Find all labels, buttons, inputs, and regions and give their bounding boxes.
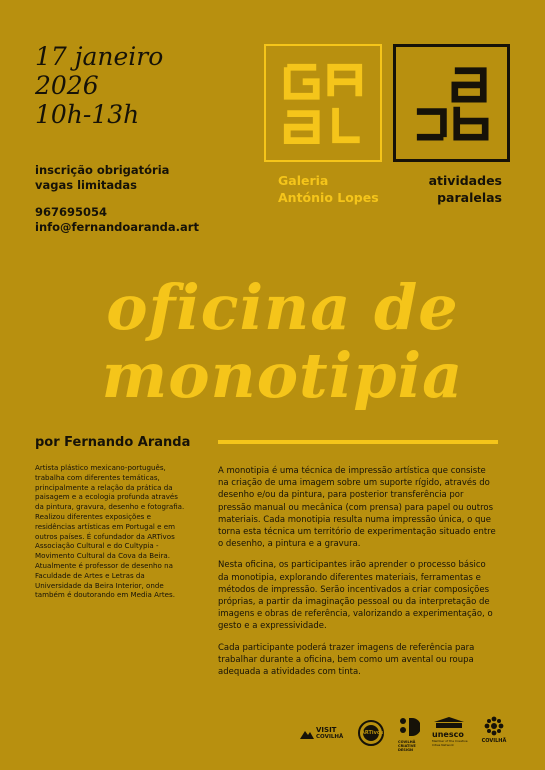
description-paragraph-2: Nesta oficina, os participantes irão aprender o processo básico da monotipia, explorando diferentes materiais, ferramentas e métodos de impressão. Serão incentivados a criar composições próprias, a partir da imaginação pessoal ou da interpretação de imagens e obras de referência, valorizando a experimentação, o gesto e a expressividade. — [218, 560, 493, 632]
description-paragraph-3: Cada participante poderá trazer imagens de referência para trabalhar durante a oficina, bem como um avental ou roupa adequada a atividades com tinta. — [218, 642, 475, 678]
unesco-label: unesco — [432, 730, 464, 739]
contact-email[interactable]: info@fernandoaranda.art — [35, 219, 199, 234]
artivos-logo — [358, 720, 384, 746]
registration-required-text: inscrição obrigatória — [35, 163, 170, 177]
covilha-municipality-label: COVILHÃ — [481, 738, 507, 744]
event-time: 10h-13h — [35, 100, 140, 129]
event-date-day: 17 janeiro — [35, 42, 164, 71]
covilha-design-mark — [398, 716, 420, 738]
description-paragraph-1: A monotipia é uma técnica de impressão artística que consiste na criação de uma imagem sobre um suporte rígido, através do desenho e/ou da pintura, para posterior transferência por pressão manual ou mecânica (com prensa) para papel ou outros materiais. Cada monotipia resulta numa impressão única, o que torna esta técnica um território de experimentação situado entre o desenho, a pintura e a gravura. — [218, 466, 496, 550]
covilha-design-label: COVILHÃ CRIATIVE DESIGN — [398, 740, 416, 752]
unesco-sublabel: Member of the Creative Cities Network — [432, 739, 468, 747]
divider-line — [218, 440, 498, 444]
parallel-activities-logo — [393, 44, 510, 162]
parallel-activities-logo-mark — [396, 47, 507, 159]
covilha-design-logo — [398, 716, 424, 752]
author-bio: Artista plástico mexicano-português, trabalha com diferentes temáticas, principalmente a relação da prática da paisagem e a ecologia profunda através da pintura, gravura, desenho e fotografia. Realizou diferentes exposições e residências artísticas em Portugal e em outros países. É cofundador da ARTivos Associação Cultural e do Cultypia - Movimento Cultural da Cova da Beira. Atualmente é professor de desenho na Faculdade de Artes e Letras da Universidade da Beira Interior, onde também é doutorando em Media Artes. — [35, 463, 185, 600]
covilha-municipality-logo — [480, 716, 508, 744]
workshop-title-line1: oficina de — [106, 271, 459, 344]
event-date-year: 2026 — [35, 71, 99, 100]
parallel-activities-caption — [406, 172, 502, 206]
unesco-logo — [432, 716, 472, 747]
workshop-title-line2: monotipia — [101, 339, 464, 412]
galeria-logo — [264, 44, 382, 162]
parallel-caption-line2: paralelas — [437, 190, 502, 205]
galeria-caption-line1: Galeria — [278, 173, 329, 188]
parallel-caption-line1: atividades — [428, 173, 502, 188]
galeria-caption — [278, 172, 379, 206]
mountain-icon — [300, 729, 314, 739]
author-name: por Fernando Aranda — [35, 435, 191, 450]
workshop-description — [218, 465, 498, 687]
covilha-crest-icon — [484, 716, 504, 736]
galeria-logo-mark — [266, 46, 380, 160]
contact-phone[interactable]: 967695054 — [35, 205, 108, 219]
unesco-temple-icon — [432, 716, 466, 730]
visit-label: VISIT — [316, 726, 337, 734]
event-date-time — [35, 42, 163, 129]
limited-places-text: vagas limitadas — [35, 177, 138, 192]
registration-info — [35, 163, 199, 234]
artivos-label: ARTivos — [361, 730, 384, 736]
covilha-label: COVILHÃ — [316, 734, 344, 740]
sponsor-logos — [300, 712, 510, 752]
galeria-caption-line2: António Lopes — [278, 190, 379, 205]
